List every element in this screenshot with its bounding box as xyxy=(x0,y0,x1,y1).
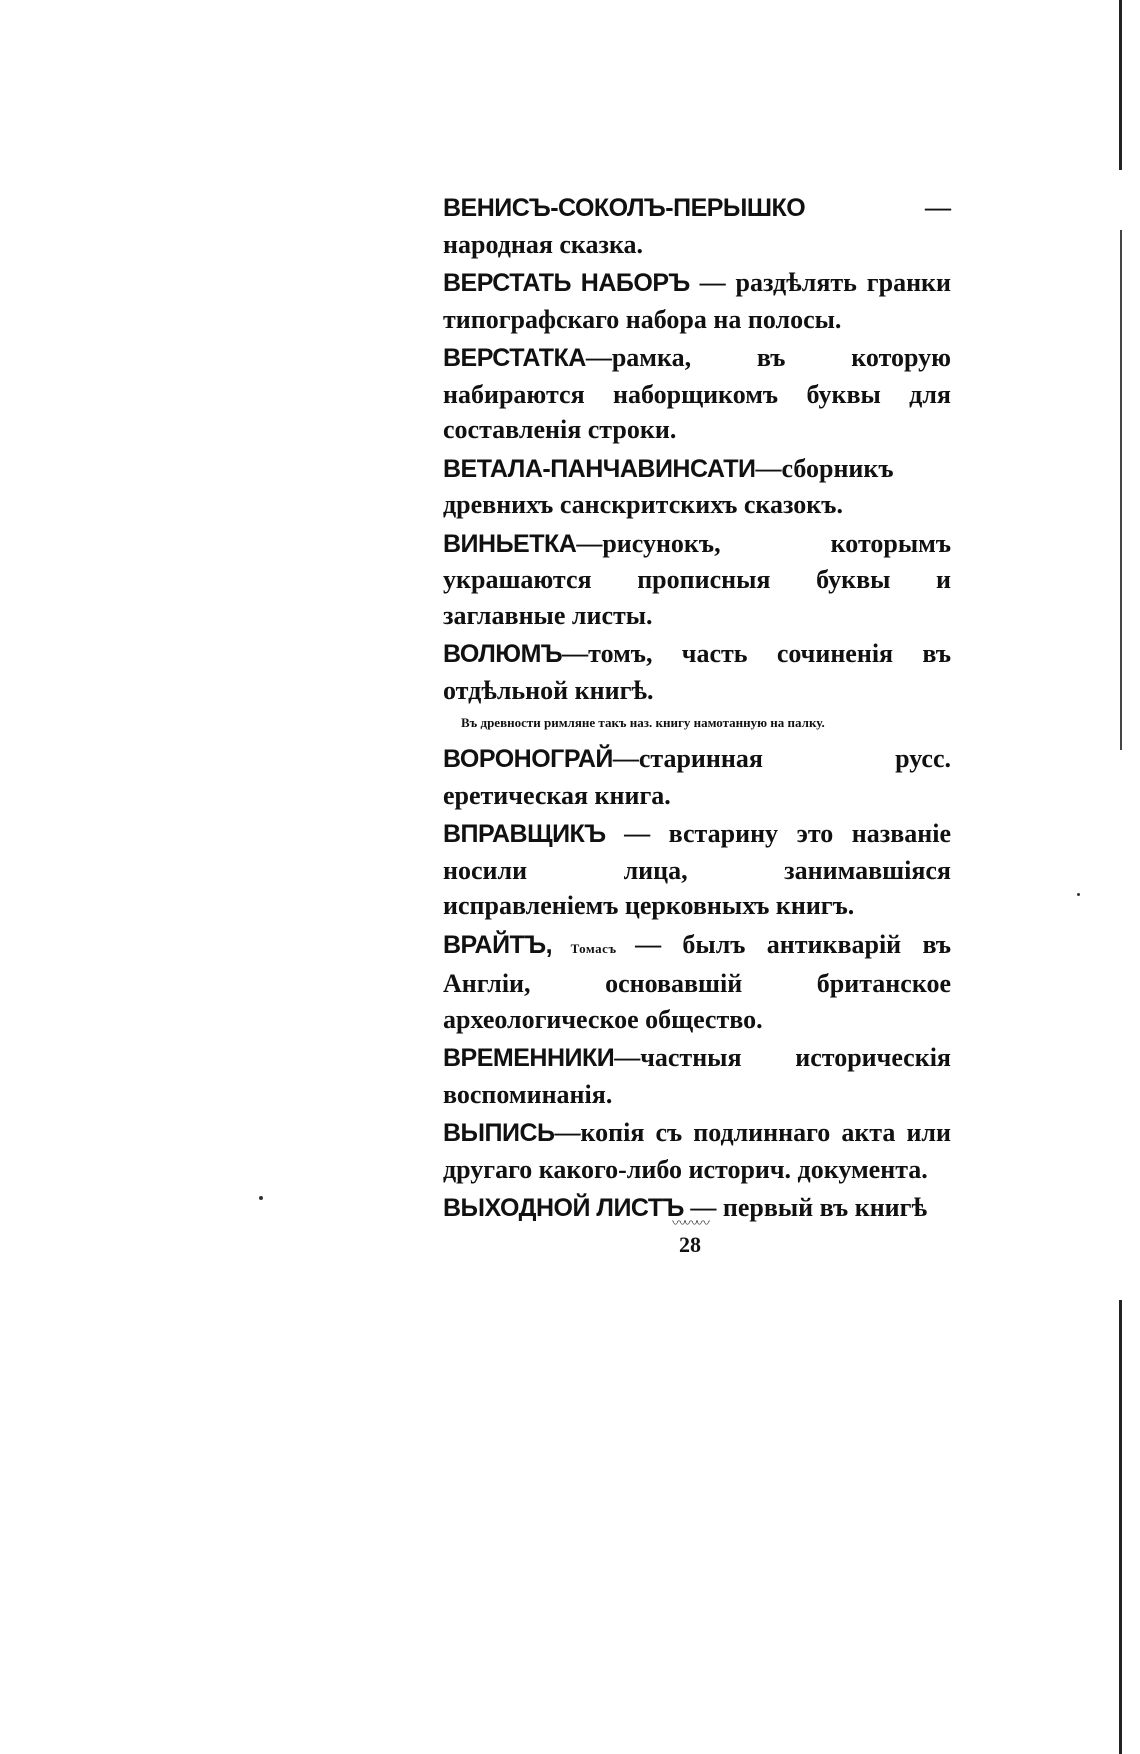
entry-definition: частныя историческія воспоминанія. xyxy=(443,1043,951,1109)
entry-definition: рисунокъ, которымъ украшаются прописныя буквы и заглавные листы. xyxy=(443,528,951,630)
entry-separator: — xyxy=(635,929,683,959)
entry-definition: старинная русс. еретическая книга. xyxy=(443,744,951,810)
page-number: 28 xyxy=(679,1232,701,1257)
ink-speck xyxy=(259,1196,263,1200)
entry-separator: — xyxy=(554,1118,581,1147)
entry-separator: — xyxy=(805,193,951,222)
entry-separator: — xyxy=(612,744,639,773)
dictionary-entry xyxy=(443,636,951,708)
entry-separator: — xyxy=(689,268,736,297)
entry-term: ВЫХОДНОЙ ЛИСТЪ xyxy=(443,1194,684,1222)
dictionary-entry xyxy=(443,816,951,924)
entry-definition: народная сказка. xyxy=(443,229,644,259)
entry-term: ВРАЙТЪ, xyxy=(443,930,553,959)
entry-separator: — xyxy=(576,528,603,558)
dictionary-column xyxy=(443,190,951,1230)
dictionary-entry xyxy=(443,1040,951,1112)
entry-term: ВОРОНОГРАЙ xyxy=(443,745,613,773)
entry-term: ВЕНИСЪ-СОКОЛЪ-ПЕРЫШКО xyxy=(443,194,806,222)
dictionary-entry xyxy=(443,927,951,1038)
entry-separator: — xyxy=(683,1193,723,1222)
entry-separator: — xyxy=(605,819,669,848)
footnote: Въ древности римляне такъ наз. книгу намотанную на палку. xyxy=(461,715,825,730)
dictionary-entry xyxy=(443,526,951,634)
page-edge-middle xyxy=(1120,230,1122,750)
entry-term: ВЕРСТАТКА xyxy=(443,344,586,372)
entry-definition: томъ, часть сочиненія въ отдѣльной книгѣ. xyxy=(443,639,951,705)
ink-speck xyxy=(1077,893,1080,896)
entry-separator: — xyxy=(755,453,782,483)
entry-separator: — xyxy=(562,639,589,668)
entry-term: ВЕТАЛА-ПАНЧАВИНСАТИ xyxy=(443,454,756,483)
page-edge-top xyxy=(1119,0,1122,170)
entry-definition: встарину это названіе носили лица, занимавшіяся исправленіемъ церковныхъ книгъ. xyxy=(443,819,951,920)
entry-definition: сборникъ древнихъ санскритскихъ сказокъ. xyxy=(443,453,894,519)
dictionary-entry xyxy=(443,741,951,813)
entry-term: ВРЕМЕННИКИ xyxy=(443,1044,615,1072)
entry-term: ВИНЬЕТКА xyxy=(443,529,577,558)
entry-separator: — xyxy=(614,1043,641,1072)
entry-definition: былъ антикварій въ Англіи, основавшій британское археологическое общество. xyxy=(443,929,952,1034)
entry-aside: Томасъ xyxy=(552,940,636,956)
page-edge-bottom xyxy=(1119,1300,1122,1754)
entry-term: ВОЛЮМЪ xyxy=(443,640,563,668)
entry-separator: — xyxy=(585,343,612,372)
entry-term: ВПРАВЩИКЪ xyxy=(443,820,606,848)
dictionary-entry xyxy=(443,451,951,523)
entry-definition: копія съ подлиннаго акта или другаго какого-либо историч. документа. xyxy=(443,1118,951,1184)
entry-definition: рамка, въ которую набираются наборщикомъ буквы для составленія строки. xyxy=(443,343,951,444)
dictionary-entry xyxy=(443,1115,951,1187)
entry-term: ВЕРСТАТЬ НАБОРЪ xyxy=(443,269,690,297)
dictionary-entry xyxy=(443,340,951,448)
page-footer xyxy=(640,1218,740,1258)
entry-term: ВЫПИСЬ xyxy=(443,1119,555,1147)
dictionary-entry xyxy=(443,190,951,262)
entry-definition: раздѣлять гранки типографскаго набора на полосы. xyxy=(443,268,952,334)
dictionary-entry xyxy=(443,265,951,337)
wavy-ornament: 〰〰〰 xyxy=(672,1217,708,1232)
entry-definition: первый въ книгѣ xyxy=(722,1193,928,1222)
